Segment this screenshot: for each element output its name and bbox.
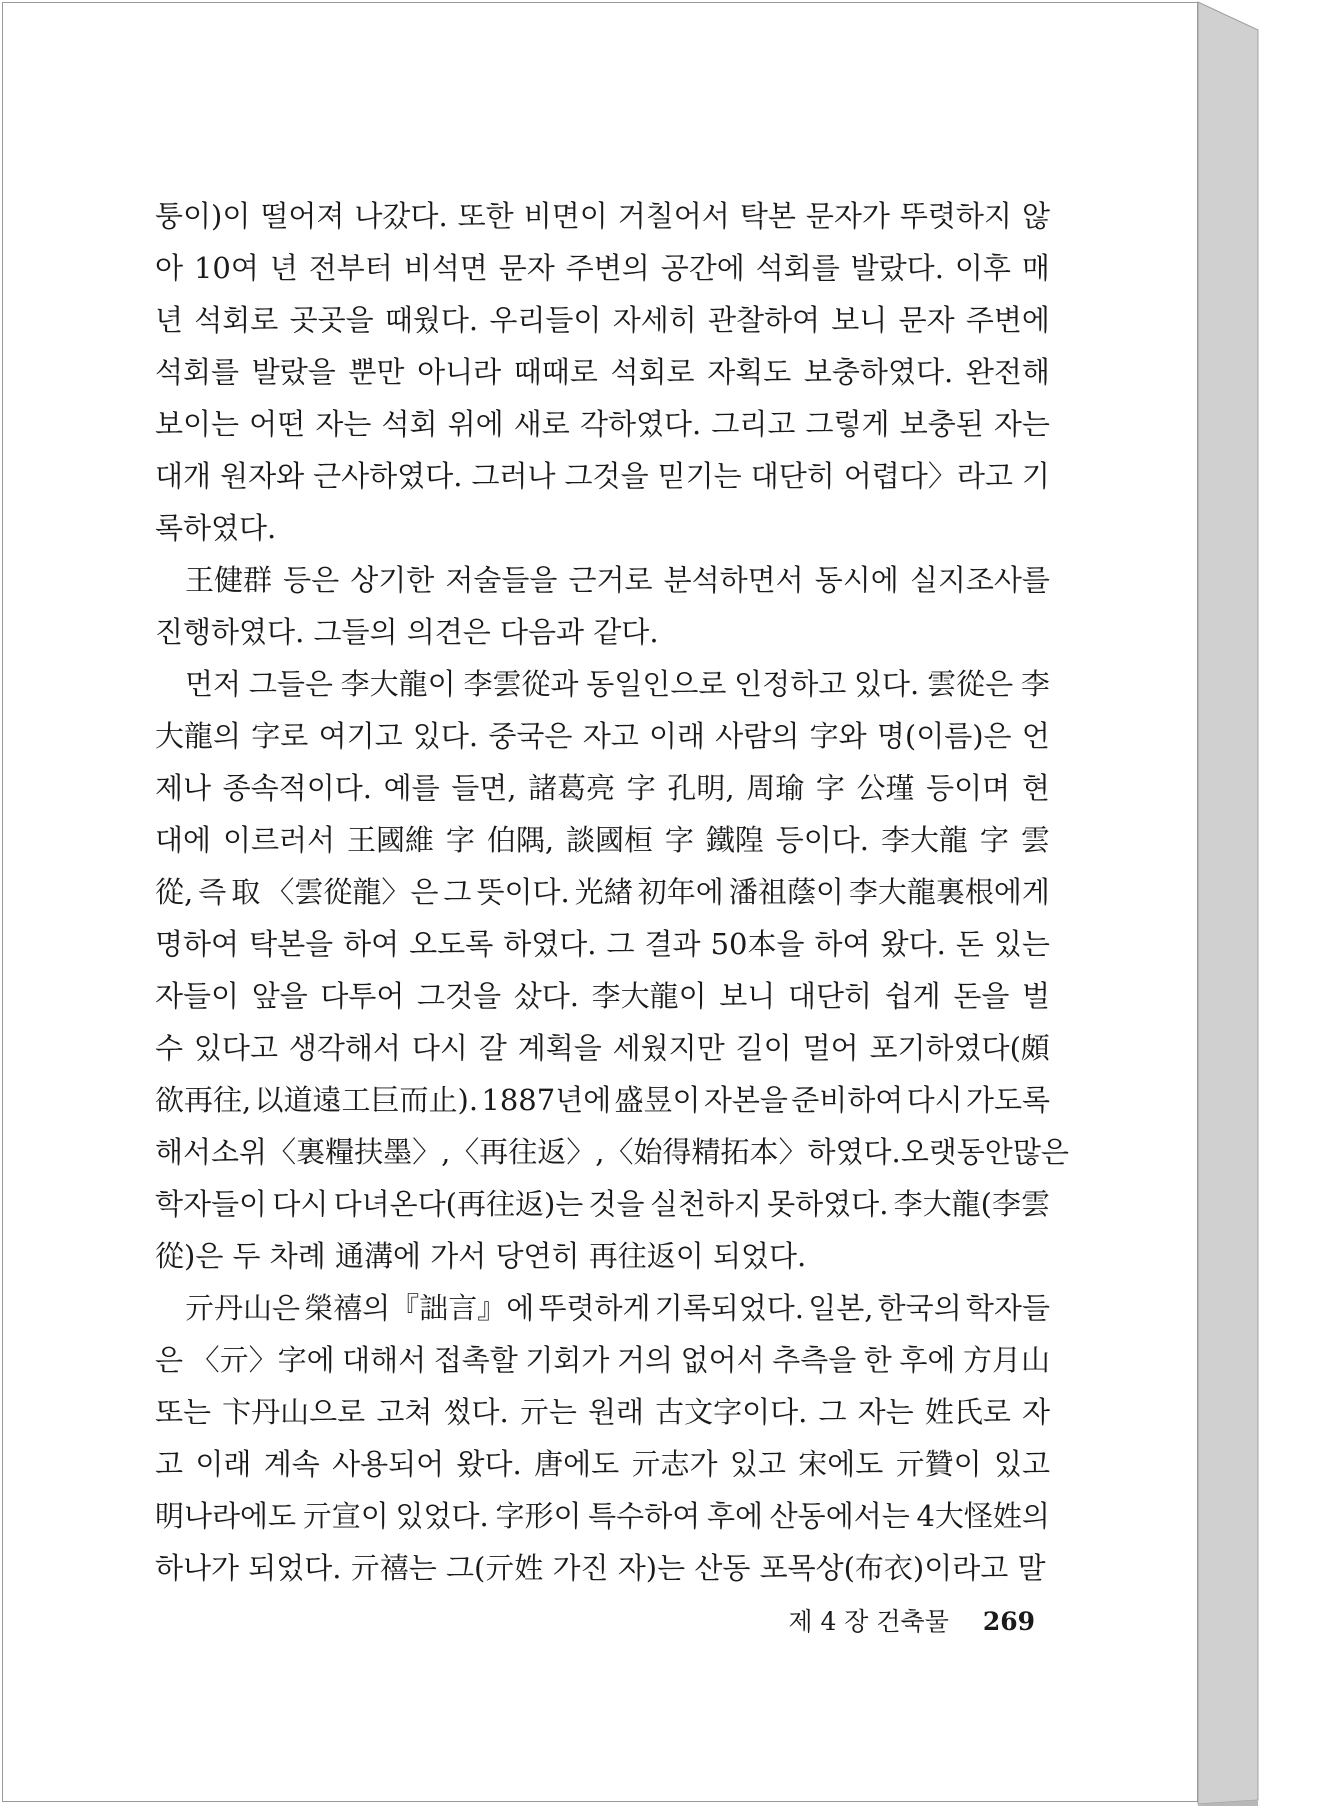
text-line: 수 있다고 생각해서 다시 갈 계획을 세웠지만 길이 멀어 포기하였다(頗 bbox=[155, 1031, 1050, 1065]
text-line: 王健群 등은 상기한 저술들을 근거로 분석하면서 동시에 실지조사를 bbox=[185, 563, 1050, 597]
text-line: 제나 종속적이다. 예를 들면, 諸葛亮 字 孔明, 周瑜 字 公瑾 등이며 현 bbox=[155, 771, 1050, 805]
text-line: 從, 즉 取 〈雲從龍〉은 그 뜻이다. 光緖 初年에 潘祖蔭이 李大龍裏根에게 bbox=[155, 875, 1050, 909]
text-line: 從)은 두 차례 通溝에 가서 당연히 再往返이 되었다. bbox=[155, 1239, 807, 1273]
text-line: 명하여 탁본을 하여 오도록 하였다. 그 결과 50本을 하여 왔다. 돈 있는 bbox=[155, 927, 1050, 961]
text-line: 학자들이 다시 다녀온다(再往返)는 것을 실천하지 못하였다. 李大龍(李雲 bbox=[155, 1187, 1050, 1221]
text-line: 아 10여 년 전부터 비석면 문자 주변의 공간에 석회를 발랐다. 이후 매 bbox=[155, 251, 1050, 285]
text-line: 보이는 어떤 자는 석회 위에 새로 각하였다. 그리고 그렇게 보충된 자는 bbox=[155, 407, 1050, 441]
text-line: 진행하였다. 그들의 의견은 다음과 같다. bbox=[155, 615, 659, 649]
text-line: 해서 소위 〈裏糧扶墨〉, 〈再往返〉, 〈始得精拓本〉하였다. 오랫동안 많은 bbox=[155, 1135, 1069, 1169]
text-line: 亓丹山은 榮禧의『詘言』에 뚜렷하게 기록되었다. 일본, 한국의 학자들 bbox=[185, 1291, 1050, 1325]
text-line: 大龍의 字로 여기고 있다. 중국은 자고 이래 사람의 字와 명(이름)은 언 bbox=[155, 719, 1050, 753]
chapter-title: 제 4 장 건축물 bbox=[788, 1607, 949, 1636]
text-line: 년 석회로 곳곳을 때웠다. 우리들이 자세히 관찰하여 보니 문자 주변에 bbox=[155, 303, 1050, 337]
text-line: 고 이래 계속 사용되어 왔다. 唐에도 亓志가 있고 宋에도 亓贊이 있고 bbox=[155, 1447, 1050, 1481]
text-line: 明나라에도 亓宣이 있었다. 字形이 특수하여 후에 산동에서는 4大怪姓의 bbox=[155, 1499, 1050, 1533]
paragraph bbox=[155, 658, 1069, 1282]
text-line: 欲再往, 以道遠工巨而止). 1887년에 盛昱이 자본을 준비하여 다시 가도록 bbox=[155, 1083, 1050, 1117]
text-line: 자들이 앞을 다투어 그것을 샀다. 李大龍이 보니 대단히 쉽게 돈을 벌 bbox=[155, 979, 1050, 1013]
page-number: 269 bbox=[982, 1607, 1035, 1636]
text-line: 석회를 발랐을 뿐만 아니라 때때로 석회로 자획도 보충하였다. 완전해 bbox=[155, 355, 1050, 389]
paragraph bbox=[155, 190, 1050, 554]
paragraph bbox=[155, 1282, 1050, 1594]
text-line: 또는 卞丹山으로 고쳐 썼다. 亓는 원래 古文字이다. 그 자는 姓氏로 자 bbox=[155, 1395, 1050, 1429]
text-line: 대개 원자와 근사하였다. 그러나 그것을 믿기는 대단히 어렵다〉라고 기 bbox=[155, 459, 1050, 493]
page-footer bbox=[788, 1602, 1035, 1638]
text-line: 대에 이르러서 王國維 字 伯隅, 談國桓 字 鐵隍 등이다. 李大龍 字 雲 bbox=[155, 823, 1050, 857]
text-line: 퉁이)이 떨어져 나갔다. 또한 비면이 거칠어서 탁본 문자가 뚜렷하지 않 bbox=[155, 199, 1050, 233]
text-line: 은 〈亓〉字에 대해서 접촉할 기회가 거의 없어서 추측을 한 후에 方月山 bbox=[155, 1343, 1050, 1377]
text-line: 먼저 그들은 李大龍이 李雲從과 동일인으로 인정하고 있다. 雲從은 李 bbox=[185, 667, 1050, 701]
paragraph bbox=[155, 554, 1050, 658]
text-line: 하나가 되었다. 亓禧는 그(亓姓 가진 자)는 산동 포목상(布衣)이라고 말 bbox=[155, 1551, 1046, 1585]
page-text bbox=[155, 190, 1069, 1594]
text-line: 록하였다. bbox=[155, 511, 277, 545]
